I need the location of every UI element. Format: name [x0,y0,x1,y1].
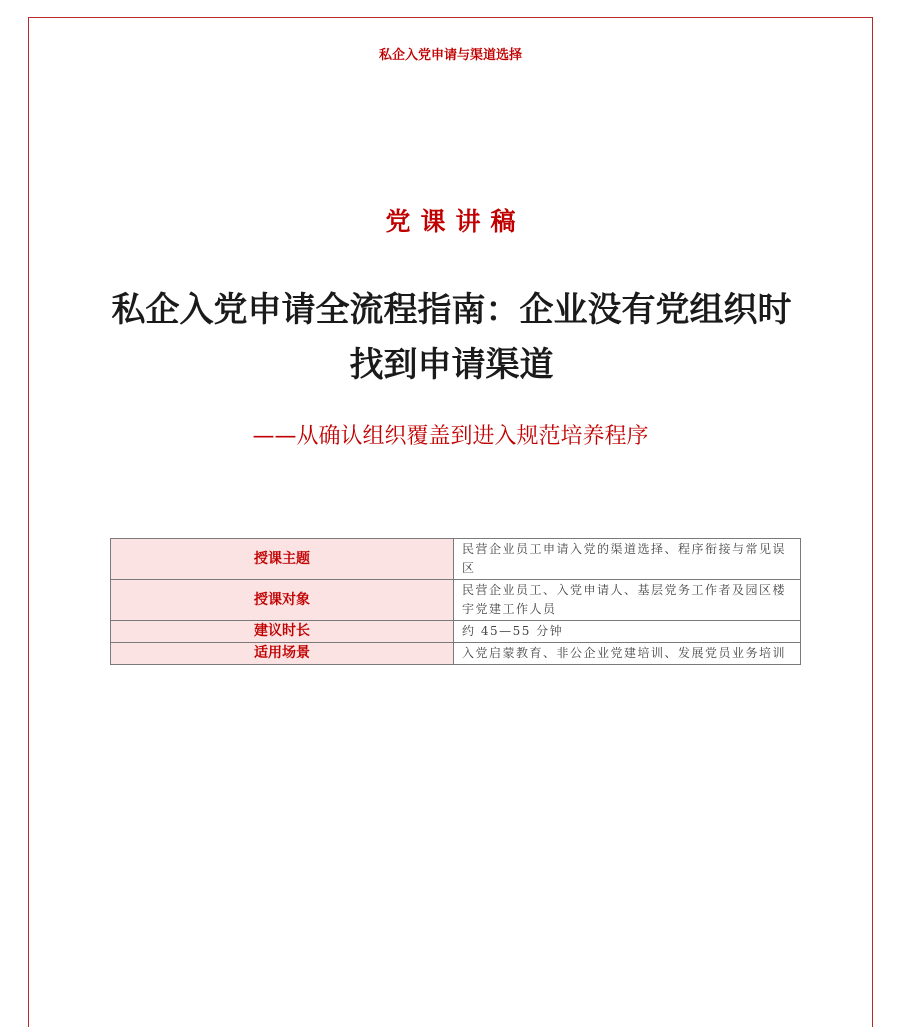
row-value-scenario: 入党启蒙教育、非公企业党建培训、发展党员业务培训 [454,643,801,665]
table-row [111,643,801,665]
document-subtitle: ——从确认组织覆盖到进入规范培养程序 [252,424,649,449]
row-key-topic: 授课主题 [111,539,454,580]
table-row [111,621,801,643]
row-value-duration: 约 45—55 分钟 [454,621,801,643]
row-key-scenario: 适用场景 [111,643,454,665]
document-title: 私企入党申请全流程指南：企业没有党组织时找到申请渠道 [111,290,792,385]
row-value-topic: 民营企业员工申请入党的渠道选择、程序衔接与常见误区 [454,539,801,580]
running-header: 私企入党申请与渠道选择 [378,48,522,63]
document-type-label: 党课讲稿 [385,207,526,236]
row-key-duration: 建议时长 [111,621,454,643]
table-row [111,539,801,580]
document-page [28,17,873,1027]
row-key-audience: 授课对象 [111,580,454,621]
course-info-table [110,538,801,665]
row-value-audience: 民营企业员工、入党申请人、基层党务工作者及园区楼宇党建工作人员 [454,580,801,621]
table-row [111,580,801,621]
